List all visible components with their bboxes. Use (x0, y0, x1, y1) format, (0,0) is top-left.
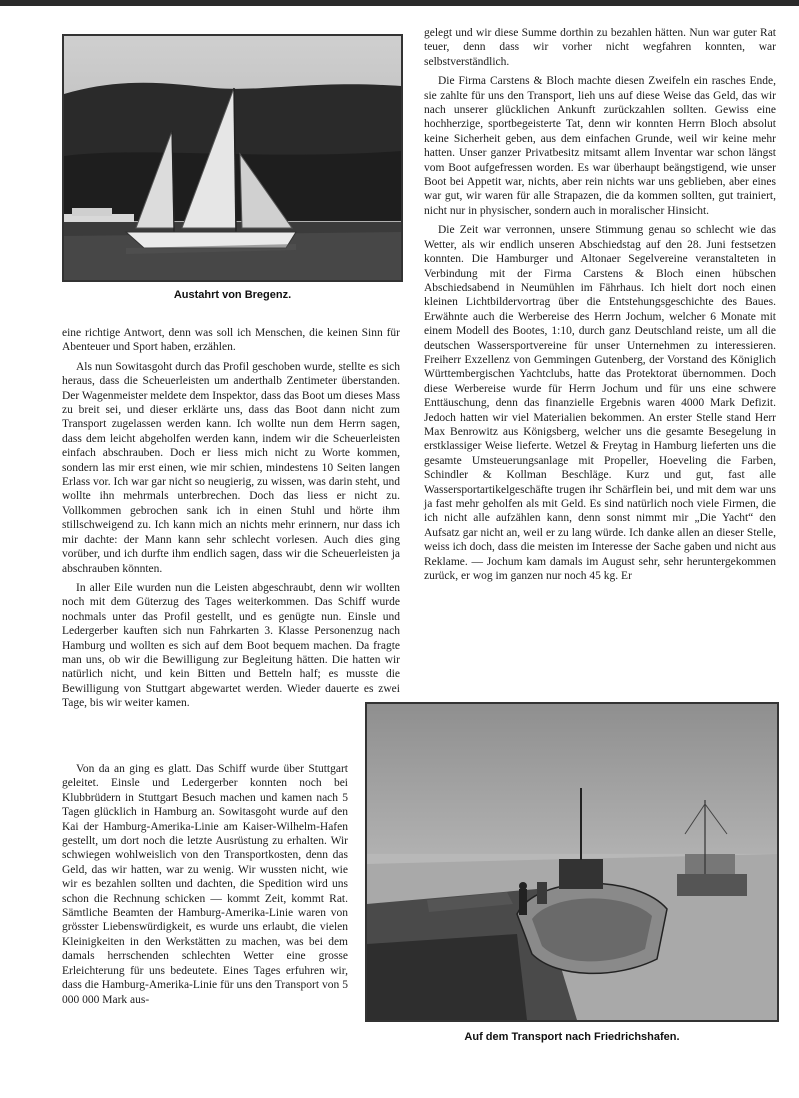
paragraph: Als nun Sowitasgoht durch das Profil geschoben wurde, stellte es sich heraus, dass die Scheuerleisten um anderthalb Zentimeter überstanden. Der Wagenmeister meldete dem Inspektor, dass das Boot um dieses Mass zu breit sei, und dieser erklärte uns, dass das Boot dann nicht zum Transport zugelassen werden kann. Ich wollte nun dem Herrn sagen, dass dem leicht abgeholfen werden kann, indem wir die Scheuerleisten einfach abschrauben. Doch er liess mich nicht zu Worte kommen, sondern las mir erst einen, wie mir schien, mindestens 10 Seiten langen Erlass vor. Ich war gar nicht so neugierig, zu wissen, was darin steht, und wollte ihn mehrmals unterbrechen. Doch das liess er nicht zu. Vollkommen gebrochen sank ich in einen Stuhl und hörte ihm stillschweigend zu. Ich kann mich an nichts mehr erinnern, nur dass ich mir dachte: der Mann kann sehr schlecht vorlesen. Auch dies ging vorüber, und ich durfte ihm endlich sagen, dass wir die Scheuerleisten ja abschrauben könnten. (62, 360, 400, 575)
transport-illustration (367, 704, 777, 1020)
left-column-lower (62, 762, 348, 1058)
paragraph: Von da an ging es glatt. Das Schiff wurde über Stuttgart geleitet. Einsle und Ledergerber konnten noch bei Klubbrüdern in Stuttgart Besuch machen und kamen nach 5 Tagen glücklich in Hamburg an. Sowitasgoht wurde auf den Kai der Hamburg-Amerika-Linie am Kaiser-Wilhelm-Hafen gestellt, um dort noch die letzte Ausrüstung zu erhalten. Wir schwiegen wohlweislich von den Transportkosten, denn das Geld, das wir hatten, war zu wenig. Wir wussten nicht, wie wir es bezahlen sollten und dachten, die Spedition wird uns schon die Rechnung schicken — kommt Zeit, kommt Rat. Sämtliche Beamten der Hamburg-Amerika-Linie waren von grösster Liebenswürdigkeit, es wurde uns erlaubt, die vielen Kleinigkeiten in den Werkstätten zu machen, was bei dem damals herrschenden schlechten Wetter eine grosse Erleichterung für uns bedeutete. Eines Tages erfuhren wir, dass die Hamburg-Amerika-Linie für uns den Transport von 5 000 000 Mark aus- (62, 763, 348, 1006)
photo-transport-friedrichshafen (365, 702, 779, 1022)
right-column (424, 26, 776, 692)
left-column-upper (62, 326, 400, 710)
figure-caption-bottom: Auf dem Transport nach Friedrichshafen. (464, 1031, 680, 1043)
page-top-border (0, 0, 799, 6)
paragraph: In aller Eile wurden nun die Leisten abgeschraubt, denn wir wollten noch mit dem Güterzug des Tages weiterkommen. Das Schiff wurde nochmals unter das Profil gestellt, und es genügte nun. Einsle und Ledergerber kauften sich nun Fahrkarten 3. Klasse Personenzug nach Hamburg und wollten es sich auf dem Boot bequem machen. Da fragte man uns, ob wir die Bewilligung zur Begleitung hätten. Die hatten wir natürlich nicht, und kein Bitten und Betteln half; es musste die Bewilligung von Stuttgart abgewartet werden. Wieder dauerte es zwei Tage, bis wir weiter kamen. (62, 581, 400, 710)
paragraph: gelegt und wir diese Summe dorthin zu bezahlen hätten. Nun war guter Rat teuer, denn dass wir vorher nicht wegfahren konnten, war selbstverständlich. (424, 27, 776, 68)
paragraph: eine richtige Antwort, denn was soll ich Menschen, die keinen Sinn für Abenteuer und Sport haben, erzählen. (62, 327, 400, 354)
figure-caption-top: Austahrt von Bregenz. (173, 289, 292, 301)
paragraph: Die Zeit war verronnen, unsere Stimmung genau so schlecht wie das Wetter, als wir endlich unseren Abschiedstag auf den 28. Juni festsetzen konnten. Die Hamburger und Altonaer Segelvereine veranstalteten in Verbindung mit der Firma Carstens & Bloch einen hübschen Abschiedsabend in Neumühlen im Fährhaus. Ich hielt dort noch einen kleinen Lichtbildervortrag über die Entstehungsgeschichte des Baues. Erwähnte auch die Werbereise des Herrn Jochum, welcher 6 Monate mit einem Modell des Bootes, 1:10, durch ganz Deutschland reiste, um all die deutschen Wassersportvereine für unser Unternehmen zu interessieren. Freiherr Exzellenz von Gemmingen Gutenberg, der Vorstand des Königlich Württembergischen Yachtclubs, hatte das Protektorat übernommen. Doch diese Werbereise wurde für Herrn Jochum und für uns eine schwere Enttäuschung, denn das finanzielle Ergebnis waren 4000 Mark Defizit. Jedoch hatten wir viel Materialien bekommen. An erster Stelle stand Herr Max Benrowitz aus Königsberg, welcher uns die gesamte Besegelung in erstklassiger Weise lieferte. Wetzel & Freytag in Hamburg lieferten uns die gesamte Umsteuerungsanlage mit Propeller, Hoeveling die Farben, Schindler & Kollman Beschläge. Kurz und gut, fast alle Wassersportartikelgeschäfte trugen ihr Schärflein bei, und mit dem war uns ja fast mehr geholfen als mit Geld. Es sind natürlich noch viele Firmen, die ich nicht alle aufzählen kann, denn sonst nimmt mir „Die Yacht“ den Aufsatz gar nicht an, weil er zu lang würde. Ich danke allen an dieser Stelle, weiss ich doch, dass die meisten im Interesse der Sache gaben und nicht aus Reklame. — Jochum kam damals im August sehr, sehr heruntergekommen zurück, er wog im ganzen nur noch 45 kg. Er (424, 224, 776, 583)
sailboat-illustration (64, 36, 401, 280)
paragraph: Die Firma Carstens & Bloch machte diesen Zweifeln ein rasches Ende, sie zahlte für uns den Transport, lieh uns auf diese Weise das Geld, das wir nach unserer glücklichen Ankunft zurückzahlen sollten. Gewiss eine hochherzige, sportbegeisterte Tat, denn wir konnten Herrn Bloch absolut keine Sicherheit geben, aus dem einfachen Grunde, weil wir keine mehr hatten. Unser ganzer Privatbesitz mitsamt allem Inventar war schon längst vom Boot aufgefressen worden. Es war überhaupt beängstigend, wie unser Boot bei Appetit war, nichts, aber rein nichts war uns geblieben, aber eines war gut, wir waren für alle Strapazen, die da kommen sollten, gut trainiert, nicht nur in physischer, sondern auch in moralischer Hinsicht. (424, 75, 776, 217)
photo-sailboat-bregenz (62, 34, 403, 282)
